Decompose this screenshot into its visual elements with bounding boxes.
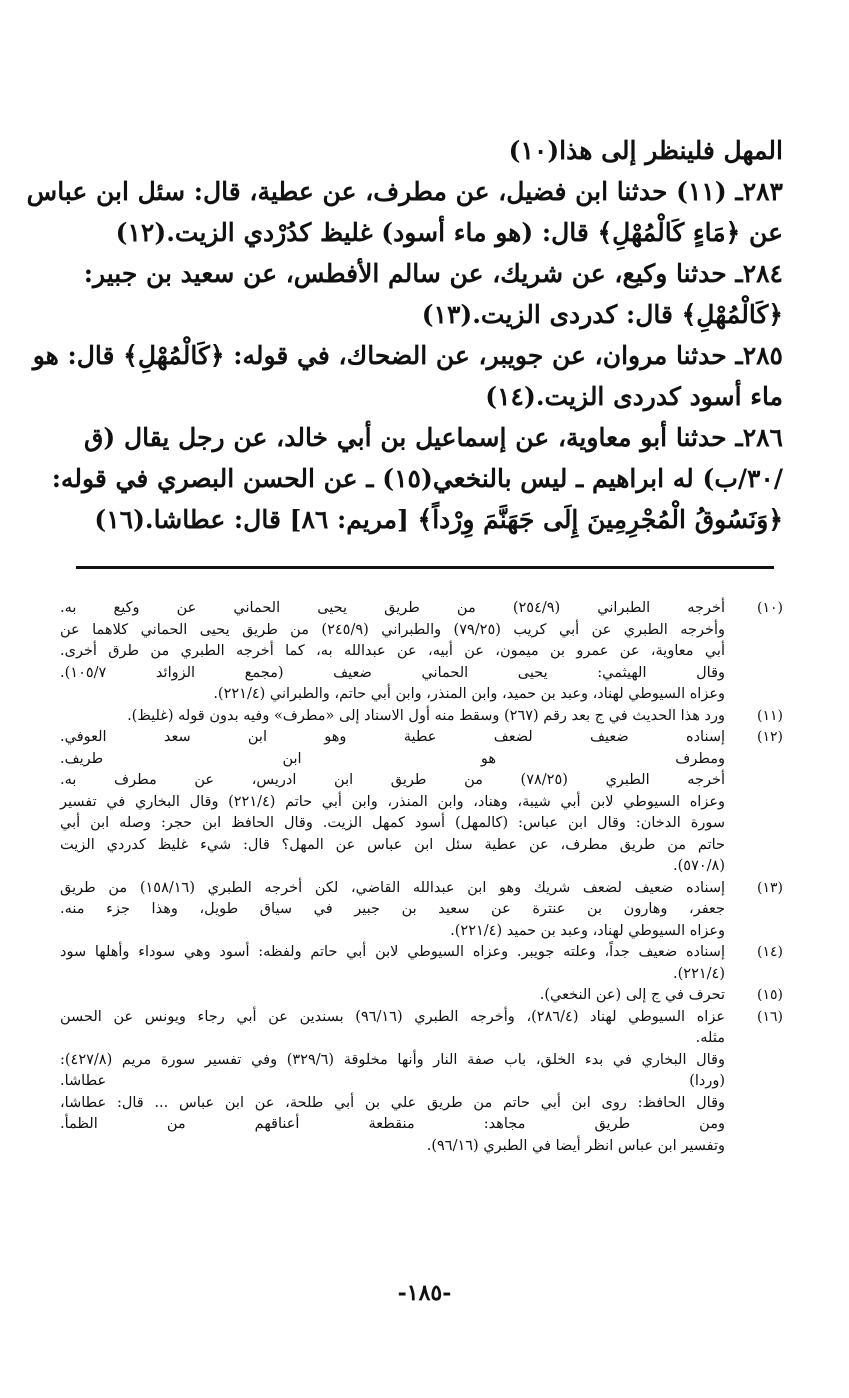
footnote-body (60, 878, 725, 943)
footnote-line: إسناده ضعيف لضعف شريك وهو ابن عبدالله القاضي، لكن أخرجه الطبري (١٥٨/١٦) من طريق (60, 879, 725, 896)
footnote-number: (١٤) (757, 944, 783, 960)
footnote (60, 942, 783, 985)
main-line: ﴿وَنَسُوقُ الْمُجْرِمِينَ إِلَى جَهَنَّمَ وِرْداً﴾ [مريم: ٨٦] قال: عطاشا.(١٦) (94, 505, 783, 534)
footnote-number: (١٦) (757, 1008, 783, 1025)
main-line: ٢٨٤ـ حدثنا وكيع، عن شريك، عن سالم الأفطس، عن سعيد بن جبير: (83, 259, 783, 288)
footnote-line: وعزاه السيوطي لهناد، وعبد بن حميد (٢٢١/٤). (450, 922, 725, 939)
footnote-line: حاتم من طريق مطرف، عن عطية سئل ابن عباس عن المهل؟ قال: شيء غليظ كدردي الزيت (60, 836, 725, 853)
footnote-line: أبي معاوية، عن عمرو بن ميمون، عن أبيه، عن عبدالله به، كما أخرجه الطبري من طرق أخرى. (60, 643, 725, 659)
footnote-body (60, 727, 725, 878)
footnote-line: ومن طريق مجاهد: منقطعة أعناقهم من الظمأ. (60, 1116, 725, 1132)
footnote-body (60, 985, 725, 1007)
footnote-line: ورد هذا الحديث في ج بعد رقم (٢٦٧) وسقط منه أول الاسناد إلى «مطرف» وفيه بدون قوله (غليظ). (127, 707, 725, 724)
main-line: ٢٨٣ـ (١١) حدثنا ابن فضيل، عن مطرف، عن عطية، قال: سئل ابن عباس (26, 177, 783, 206)
footnote-line: وقال الحافظ: روى ابن أبي حاتم من طريق علي بن أبي طلحة، عن ابن عباس ... قال: عطاشا، (60, 1094, 725, 1111)
footnote (60, 985, 783, 1007)
footnote-line: (٥٧٠/٨). (673, 858, 725, 874)
footnotes (60, 598, 783, 1157)
footnote-number: (١٢) (757, 729, 783, 745)
footnote-line: (وردا) عطاشا. (60, 1073, 725, 1089)
footnote-divider (76, 566, 774, 569)
footnote-line: جعفر، وهارون بن عنترة عن سعيد بن جبير في سياق طويل، وهذا جزء منه. (60, 901, 725, 917)
main-line: /٣٠/ب) له ابراهيم ـ ليس بالنخعي(١٥) ـ عن الحسن البصري في قوله: (51, 464, 783, 493)
footnote-line: وقال الهيثمي: يحيى الحماني ضعيف (مجمع الزوائد ١٠٥/٧). (60, 664, 725, 681)
footnote (60, 598, 783, 706)
main-line: المهل فلينظر إلى هذا(١٠) (508, 136, 783, 165)
footnote-number: (١٠) (757, 600, 783, 616)
footnote-line: وأخرجه الطبري عن أبي كريب (٧٩/٢٥) والطبراني (٢٤٥/٩) من طريق يحيى الحماني كلاهما عن (60, 621, 725, 638)
main-text (26, 130, 783, 540)
footnote (60, 706, 783, 728)
footnote (60, 727, 783, 878)
footnote (60, 1007, 783, 1158)
footnote-number: (١٥) (757, 987, 783, 1003)
footnote-line: (٢٢١/٤). (673, 965, 725, 982)
footnote-body (60, 942, 725, 985)
footnote-line: مثله. (695, 1030, 725, 1046)
footnote-line: عزاه السيوطي لهناد (٢٨٦/٤)، وأخرجه الطبري (٩٦/١٦) بسندين عن أبي رجاء ويونس عن الحسن (60, 1008, 725, 1025)
footnote-line: وعزاه السيوطي لهناد، وعبد بن حميد، وابن المنذر، وابن أبي حاتم، والطبراني (٢٢١/٤). (213, 686, 725, 702)
footnote (60, 878, 783, 943)
footnote-number: (١٣) (757, 879, 783, 896)
footnote-line: إسناده ضعيف لضعف عطية وهو ابن سعد العوفي. (60, 729, 725, 745)
main-line: ﴿كَالْمُهْلِ﴾ قال: كدردى الزيت.(١٣) (421, 300, 783, 329)
main-line: ٢٨٥ـ حدثنا مروان، عن جويبر، عن الضحاك، في قوله: ﴿كَالْمُهْلِ﴾ قال: هو (32, 341, 783, 370)
footnote-line: وتفسير ابن عباس انظر أيضا في الطبري (٩٦/١٦). (426, 1137, 725, 1154)
main-line: ٢٨٦ـ حدثنا أبو معاوية، عن إسماعيل بن أبي خالد، عن رجل يقال (ق (84, 423, 783, 452)
footnote-line: وقال البخاري في بدء الخلق، باب صفة النار وأنها مخلوقة (٣٢٩/٦) وفي تفسير سورة مريم (٤٢٧/٨): (60, 1051, 725, 1068)
footnote-line: إسناده ضعيف جداً، وعلته جويبر. وعزاه السيوطي لابن أبي حاتم ولفظه: أسود وهي سوداء وأهلها سود (60, 944, 725, 960)
footnote-line: وعزاه السيوطي لابن أبي شيبة، وهناد، وابن المنذر، وابن أبي حاتم (٢٢١/٤) وقال البخاري في تفسير (60, 793, 725, 810)
footnote-line: ومطرف هو ابن طريف. (60, 750, 725, 767)
footnote-line: تحرف في ج إلى (عن النخعي). (539, 987, 725, 1003)
footnote-number: (١١) (757, 707, 783, 724)
footnote-body (60, 706, 725, 728)
main-line: ماء أسود كدردى الزيت.(١٤) (485, 382, 783, 411)
footnote-body (60, 598, 725, 706)
page-number: -١٨٥- (397, 1280, 452, 1306)
footnote-line: أخرجه الطبري (٧٨/٢٥) من طريق ابن ادريس، عن مطرف به. (60, 772, 725, 788)
main-line: عن ﴿مَاءٍ كَالْمُهْلِ﴾ قال: (هو ماء أسود) غليظ كدُرْدي الزيت.(١٢) (115, 218, 783, 247)
footnote-line: سورة الدخان: وقال ابن عباس: (كالمهل) أسود كمهل الزيت. وقال الحافظ ابن حجر: وصله ابن أبي (60, 815, 725, 831)
footnote-line: أخرجه الطبراني (٢٥٤/٩) من طريق يحيى الحماني عن وكيع به. (60, 600, 725, 616)
footnote-body (60, 1007, 725, 1158)
